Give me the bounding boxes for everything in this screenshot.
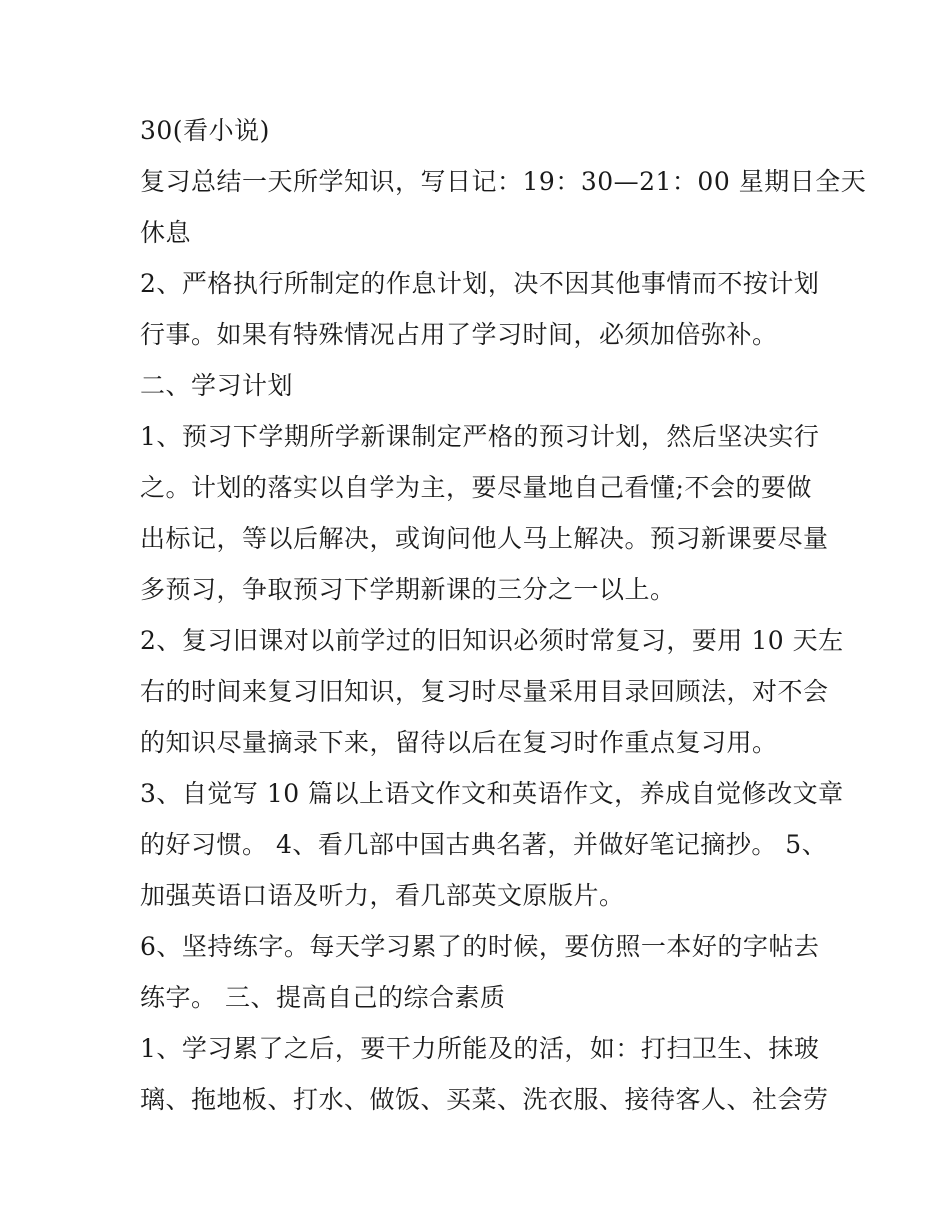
text-line: 休息 <box>140 218 192 247</box>
text-line: 出标记，等以后解决，或询问他人马上解决。预习新课要尽量 <box>140 524 829 553</box>
text-line: 练字。 三、提高自己的综合素质 <box>140 983 506 1012</box>
text-line: 加强英语口语及听力，看几部英文原版片。 <box>140 881 625 910</box>
text-line: 2、严格执行所制定的作息计划，决不因其他事情而不按计划 <box>140 269 820 298</box>
text-line: 1、预习下学期所学新课制定严格的预习计划，然后坚决实行 <box>140 422 820 451</box>
text-line: 3、自觉写 10 篇以上语文作文和英语作文，养成自觉修改文章 <box>140 779 844 808</box>
text-line: 右的时间来复习旧知识，复习时尽量采用目录回顾法，对不会 <box>140 677 829 706</box>
text-line: 璃、拖地板、打水、做饭、买菜、洗衣服、接待客人、社会劳 <box>140 1085 829 1114</box>
text-line: 的好习惯。 4、看几部中国古典名著，并做好笔记摘抄。 5、 <box>140 830 828 859</box>
text-line: 多预习，争取预习下学期新课的三分之一以上。 <box>140 575 676 604</box>
text-line: 6、坚持练字。每天学习累了的时候，要仿照一本好的字帖去 <box>140 932 820 961</box>
text-line: 行事。如果有特殊情况占用了学习时间，必须加倍弥补。 <box>140 320 778 349</box>
section-heading: 二、学习计划 <box>140 371 294 400</box>
document-body <box>140 105 867 1125</box>
text-line: 2、复习旧课对以前学过的旧知识必须时常复习，要用 10 天左 <box>140 626 844 655</box>
text-line: 之。计划的落实以自学为主，要尽量地自己看懂;不会的要做 <box>140 473 812 502</box>
text-line: 的知识尽量摘录下来，留待以后在复习时作重点复习用。 <box>140 728 778 757</box>
text-line: 1、学习累了之后，要干力所能及的活，如：打扫卫生、抹玻 <box>140 1034 820 1063</box>
text-line: 30(看小说) <box>140 116 270 145</box>
text-line: 复习总结一天所学知识，写日记：19：30—21：00 星期日全天 <box>140 167 867 196</box>
